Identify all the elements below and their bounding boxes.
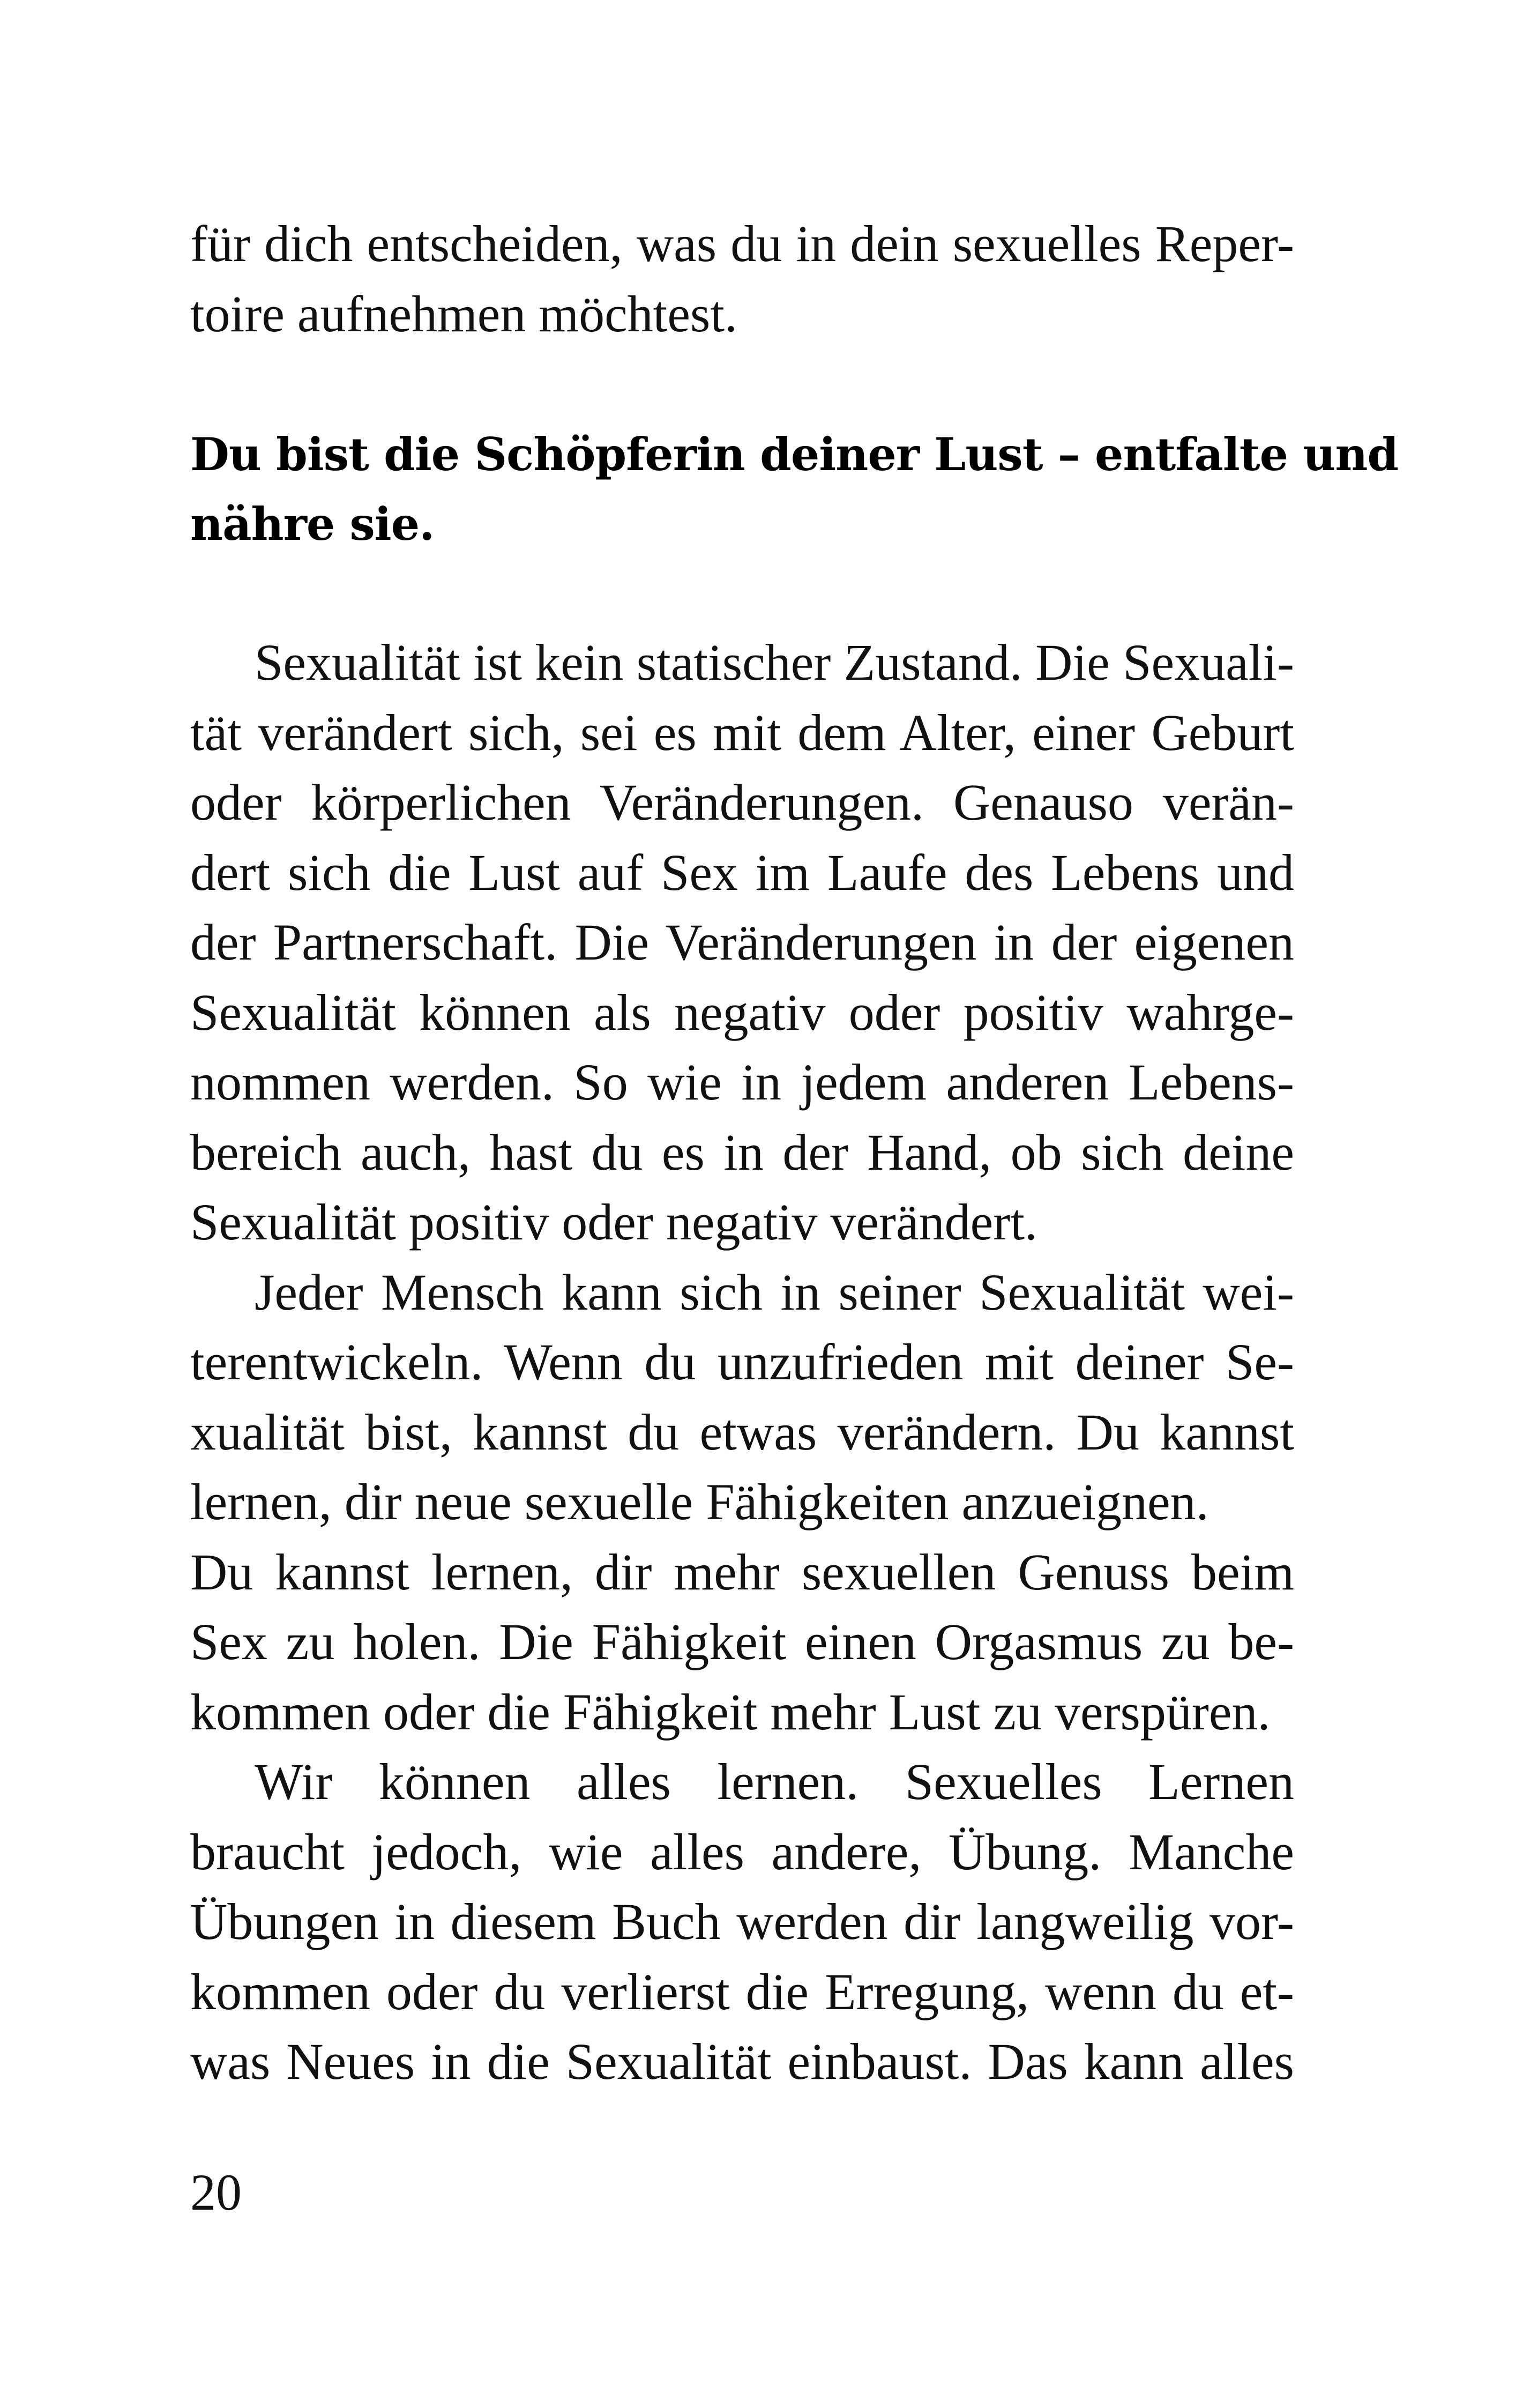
text-line: Sexualität können als negativ oder positiv wahrge-: [190, 983, 1294, 1041]
page-text: [190, 209, 1399, 2097]
intro-paragraph: [190, 209, 1294, 349]
text-line: Jeder Mensch kann sich in seiner Sexualität wei-: [255, 1263, 1294, 1321]
text-line: der Partnerschaft. Die Veränderungen in der eigenen: [190, 913, 1294, 971]
text-line: Du kannst lernen, dir mehr sexuellen Genuss beim: [190, 1543, 1294, 1601]
text-line: Sexualität positiv oder negativ verändert.: [190, 1193, 1037, 1251]
text-line: kommen oder du verlierst die Erregung, wenn du et-: [190, 1963, 1294, 2020]
text-line: oder körperlichen Veränderungen. Genauso verän-: [190, 774, 1294, 831]
text-line: Sexualität ist kein statischer Zustand. Die Sexuali-: [255, 634, 1294, 691]
heading-line: nähre sie.: [190, 497, 435, 551]
text-line: braucht jedoch, wie alles andere, Übung. Manche: [190, 1823, 1294, 1881]
paragraph-4: [190, 1747, 1294, 2097]
paragraph-3: [190, 1537, 1294, 1748]
paragraph-2: [190, 1258, 1294, 1537]
text-line: lernen, dir neue sexuelle Fähigkeiten anzueignen.: [190, 1473, 1209, 1530]
heading-line: Du bist die Schöpferin deiner Lust – entfalte und: [190, 428, 1399, 481]
text-line: für dich entscheiden, was du in dein sexuelles Reper-: [190, 215, 1294, 272]
text-line: was Neues in die Sexualität einbaust. Das kann alles: [190, 2033, 1294, 2090]
text-line: bereich auch, hast du es in der Hand, ob sich deine: [190, 1123, 1294, 1181]
text-line: terentwickeln. Wenn du unzufrieden mit deiner Se-: [190, 1333, 1294, 1391]
text-line: Übungen in diesem Buch werden dir langweilig vor-: [190, 1893, 1294, 1950]
text-line: xualität bist, kannst du etwas verändern. Du kannst: [190, 1403, 1294, 1461]
text-line: tät verändert sich, sei es mit dem Alter, einer Geburt: [190, 703, 1294, 761]
section-heading: [190, 420, 1399, 559]
text-line: dert sich die Lust auf Sex im Laufe des Lebens und: [190, 843, 1294, 901]
text-line: Wir können alles lernen. Sexuelles Lernen: [255, 1753, 1294, 1810]
text-line: kommen oder die Fähigkeit mehr Lust zu verspüren.: [190, 1683, 1271, 1741]
text-line: nommen werden. So wie in jedem anderen Lebens-: [190, 1053, 1294, 1111]
paragraph-1: [190, 628, 1294, 1258]
page-number: 20: [190, 2164, 242, 2221]
text-line: Sex zu holen. Die Fähigkeit einen Orgasmus zu be-: [190, 1613, 1294, 1670]
text-line: toire aufnehmen möchtest.: [190, 285, 737, 343]
